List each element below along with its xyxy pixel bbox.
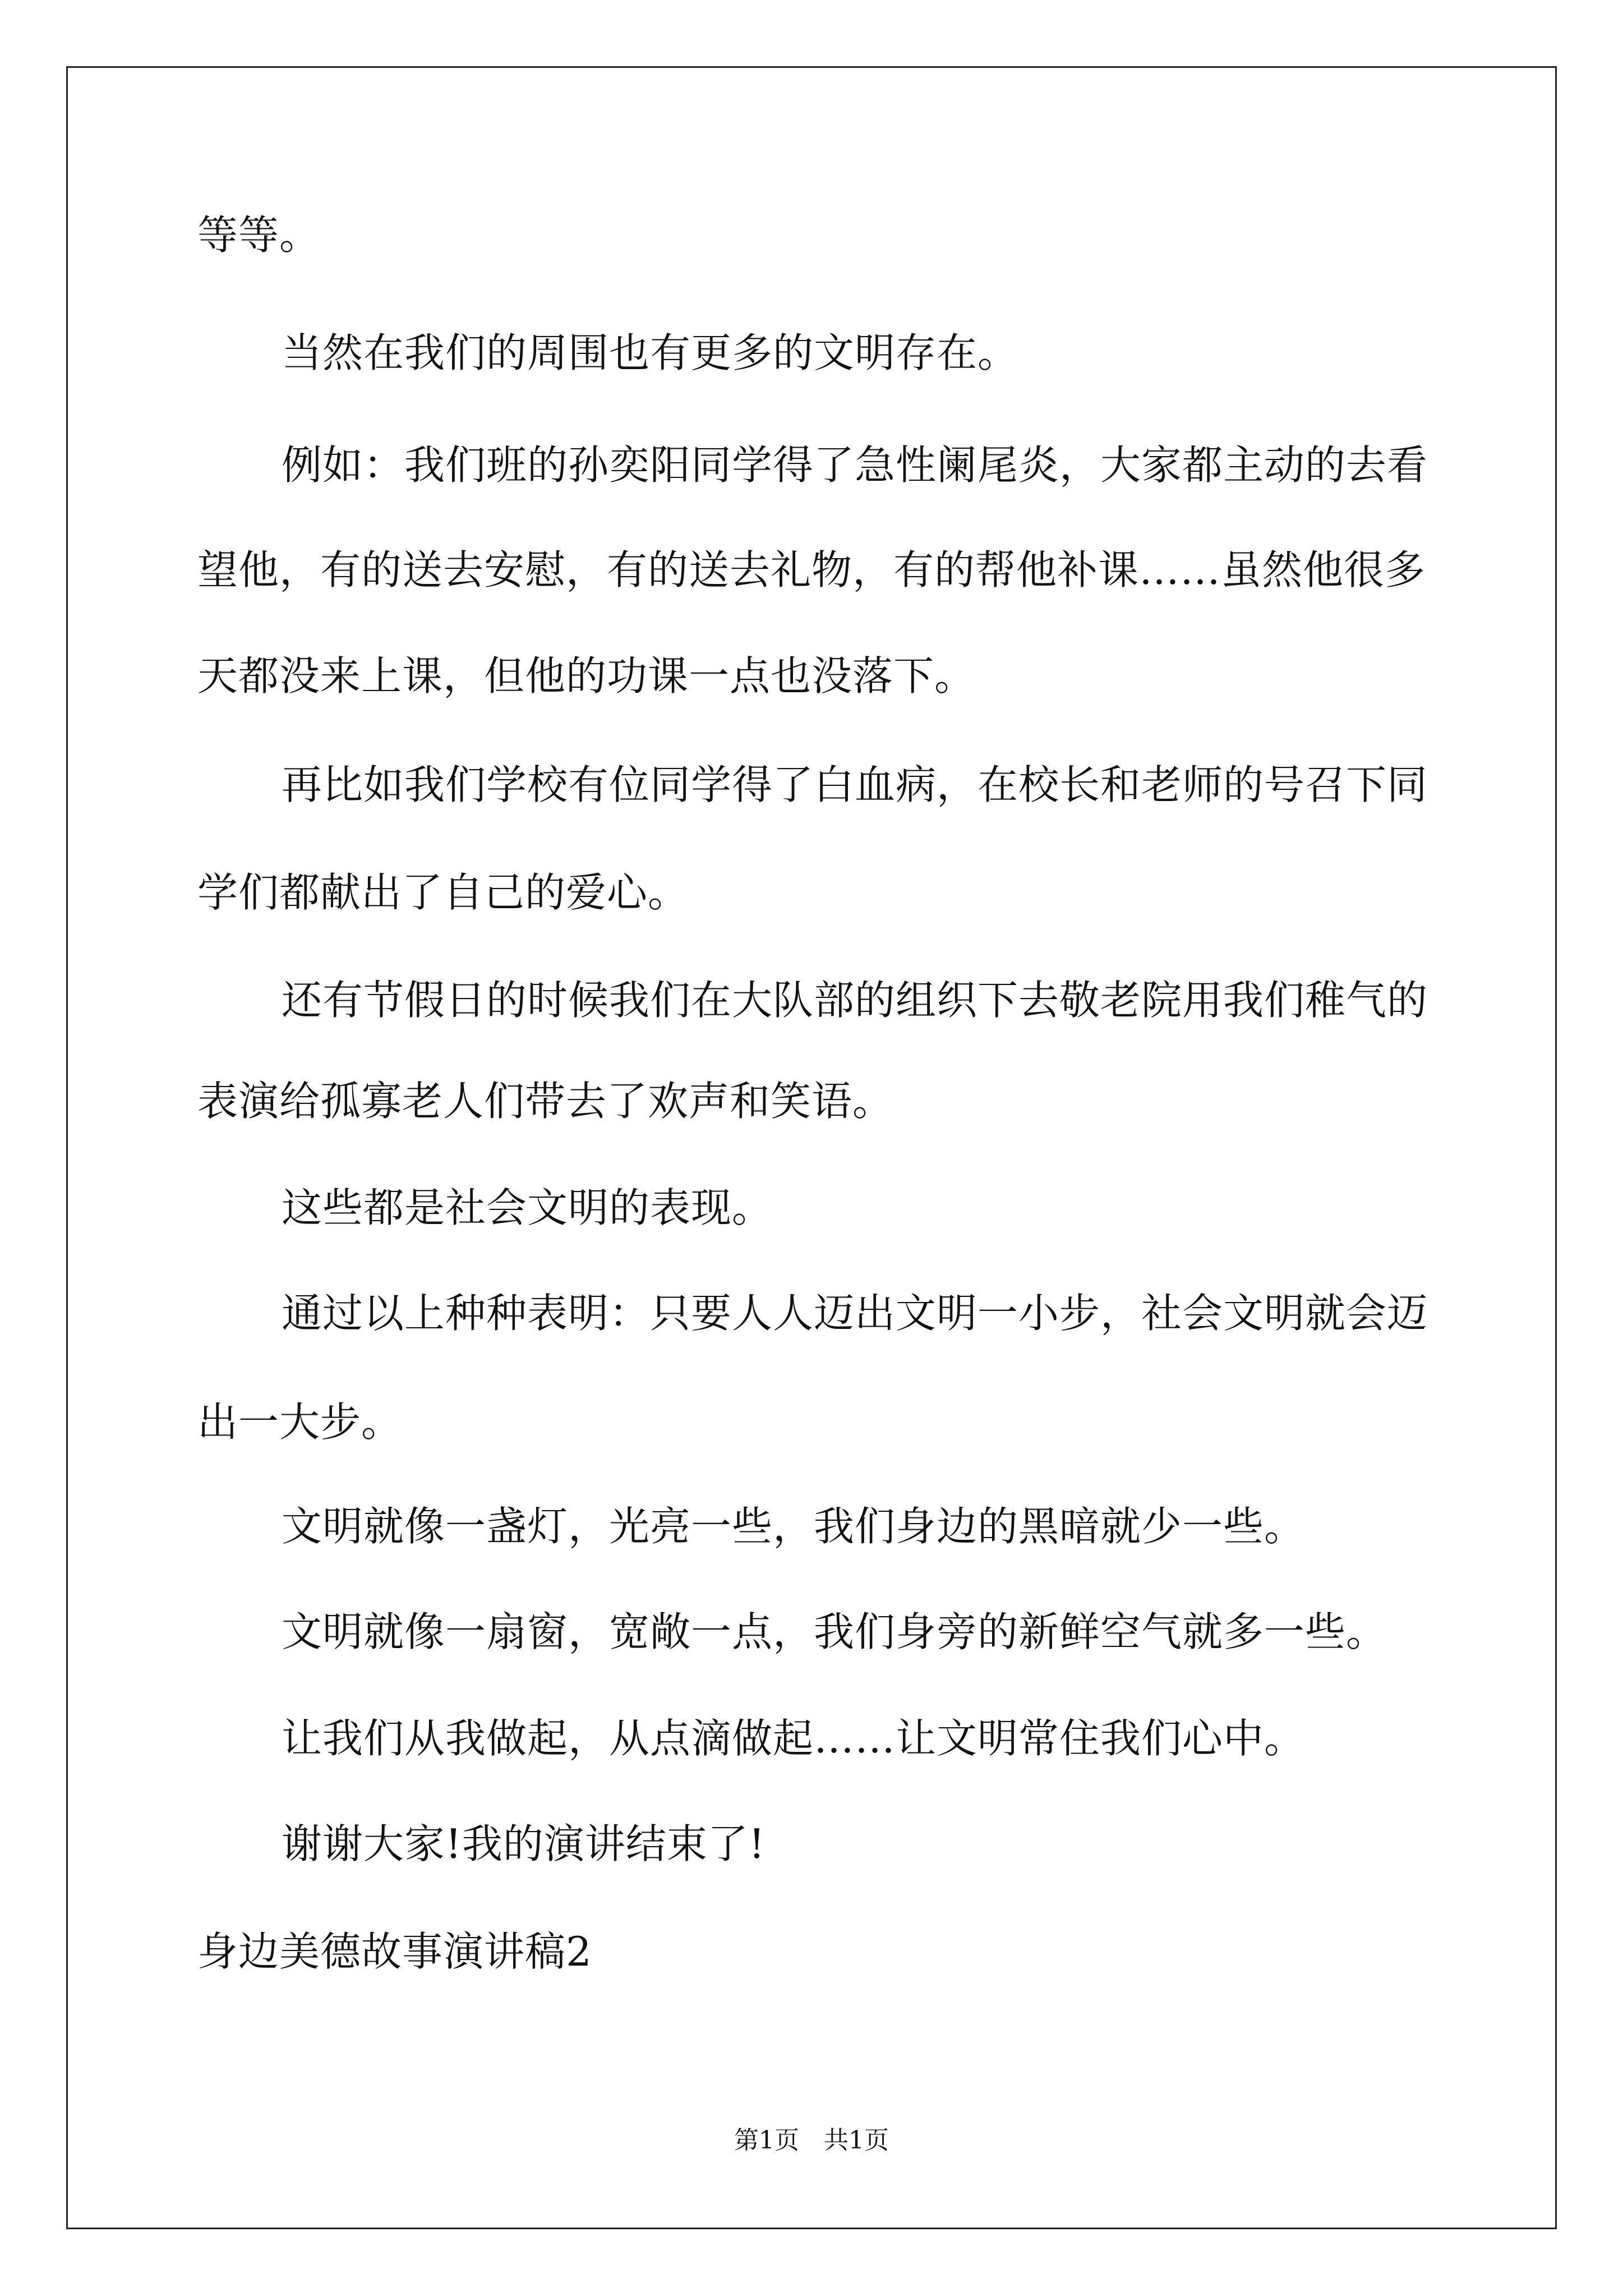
text-line: 表演给孤寡老人们带去了欢声和笑语。 [197, 1078, 894, 1125]
text-line: 再比如我们学校有位同学得了白血病，在校长和老师的号召下同 [282, 761, 1428, 808]
text-line: 当然在我们的周围也有更多的文明存在。 [282, 329, 1019, 376]
page-footer [0, 2125, 1623, 2156]
page-number-current: 第1页 [734, 2126, 799, 2155]
text-line: 让我们从我做起，从点滴做起……让文明常住我们心中。 [282, 1715, 1306, 1762]
text-line: 例如：我们班的孙奕阳同学得了急性阑尾炎，大家都主动的去看 [282, 441, 1428, 489]
text-line: 还有节假日的时候我们在大队部的组织下去敬老院用我们稚气的 [282, 977, 1428, 1024]
text-line: 等等。 [197, 211, 321, 259]
text-line: 学们都献出了自己的爱心。 [197, 869, 689, 916]
text-line: 文明就像一盏灯，光亮一些，我们身边的黑暗就少一些。 [282, 1503, 1306, 1550]
page-border [66, 66, 1557, 2229]
text-line: 望他，有的送去安慰，有的送去礼物，有的帮他补课……虽然他很多 [197, 546, 1426, 593]
text-line: 出一大步。 [197, 1398, 403, 1446]
page-number-total: 共1页 [824, 2126, 889, 2155]
text-line: 文明就像一扇窗，宽敞一点，我们身旁的新鲜空气就多一些。 [282, 1608, 1387, 1655]
section-heading: 身边美德故事演讲稿2 [197, 1928, 592, 1975]
text-line: 通过以上种种表明：只要人人迈出文明一小步，社会文明就会迈 [282, 1290, 1428, 1337]
text-line: 天都没来上课，但他的功课一点也没落下。 [197, 652, 976, 700]
text-line: 这些都是社会文明的表现。 [282, 1184, 773, 1231]
text-line: 谢谢大家!我的演讲结束了! [282, 1820, 766, 1867]
